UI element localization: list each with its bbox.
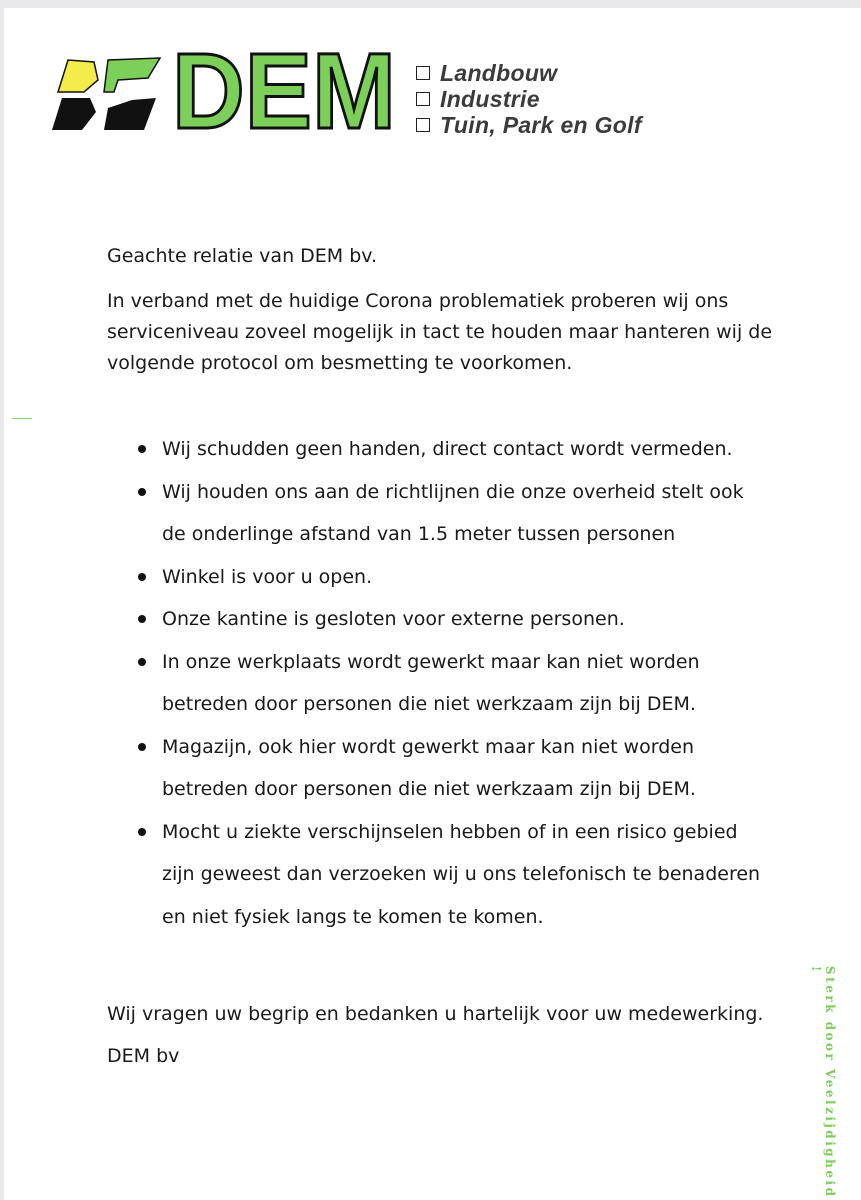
dem-wordmark: [172, 46, 400, 138]
list-item: [134, 811, 774, 939]
division-label: Industrie: [440, 85, 540, 112]
division-tuin-park-golf: [416, 112, 642, 138]
list-item: [134, 598, 774, 641]
closing-section: [107, 993, 807, 1077]
logo-leaf-yellow: [58, 60, 98, 92]
list-item-text: Winkel is voor u open.: [162, 565, 373, 588]
letter-page: [4, 8, 861, 1200]
bullet-icon: [138, 743, 146, 751]
list-item: [134, 471, 774, 556]
list-item: [134, 428, 774, 471]
dem-leaf-logo-icon: [48, 52, 164, 134]
logo-leaf-black-right: [104, 98, 156, 130]
bullet-icon: [138, 573, 146, 581]
dem-wordmark-text: DEM: [172, 46, 396, 138]
slogan-vertical: Sterk door Veelzijdigheid !: [809, 966, 837, 1199]
bullet-icon: [138, 445, 146, 453]
intro-paragraph: In verband met de huidige Corona problematiek proberen wij ons serviceniveau zoveel mogelijk in tact te houden maar hanteren wij de volgende protocol om besmetting te voorkomen.: [107, 290, 773, 374]
checkbox-icon: [416, 92, 430, 106]
list-item-text: Onze kantine is gesloten voor externe personen.: [162, 608, 625, 630]
closing-sentence: Wij vragen uw begrip en bedanken u hartelijk voor uw medewerking.: [107, 1003, 764, 1025]
logo-leaf-green: [104, 58, 160, 92]
letter-body: [107, 240, 787, 379]
division-list: [416, 60, 642, 138]
list-item-text: In onze werkplaats wordt gewerkt maar kan niet worden betreden door personen die niet werkzaam zijn bij DEM.: [162, 650, 700, 715]
division-label: Landbouw: [440, 59, 558, 86]
division-landbouw: [416, 60, 642, 86]
margin-fold-mark: [12, 418, 32, 419]
bullet-icon: [138, 828, 146, 836]
list-item: [134, 641, 774, 726]
list-item-text: Mocht u ziekte verschijnselen hebben of in een risico gebied zijn geweest dan verzoeken wij u ons telefonisch te benaderen en niet fysiek langs te komen te komen.: [162, 820, 761, 928]
list-item-text: Magazijn, ook hier wordt gewerkt maar kan niet worden betreden door personen die niet werkzaam zijn bij DEM.: [162, 735, 696, 800]
list-item-text: Wij schudden geen handen, direct contact wordt vermeden.: [162, 438, 733, 460]
division-label: Tuin, Park en Golf: [440, 111, 642, 138]
greeting: Geachte relatie van DEM bv.: [107, 245, 378, 267]
signature: DEM bv: [107, 1045, 180, 1067]
list-item: [134, 556, 774, 599]
checkbox-icon: [416, 118, 430, 132]
list-item: [134, 726, 774, 811]
bullet-icon: [138, 658, 146, 666]
bullet-icon: [138, 488, 146, 496]
list-item-text: Wij houden ons aan de richtlijnen die onze overheid stelt ook de onderlinge afstand van 1.5 meter tussen personen: [162, 480, 744, 545]
protocol-list: [134, 428, 774, 938]
bullet-icon: [138, 615, 146, 623]
checkbox-icon: [416, 66, 430, 80]
logo-leaf-black-left: [52, 98, 96, 130]
division-industrie: [416, 86, 642, 112]
